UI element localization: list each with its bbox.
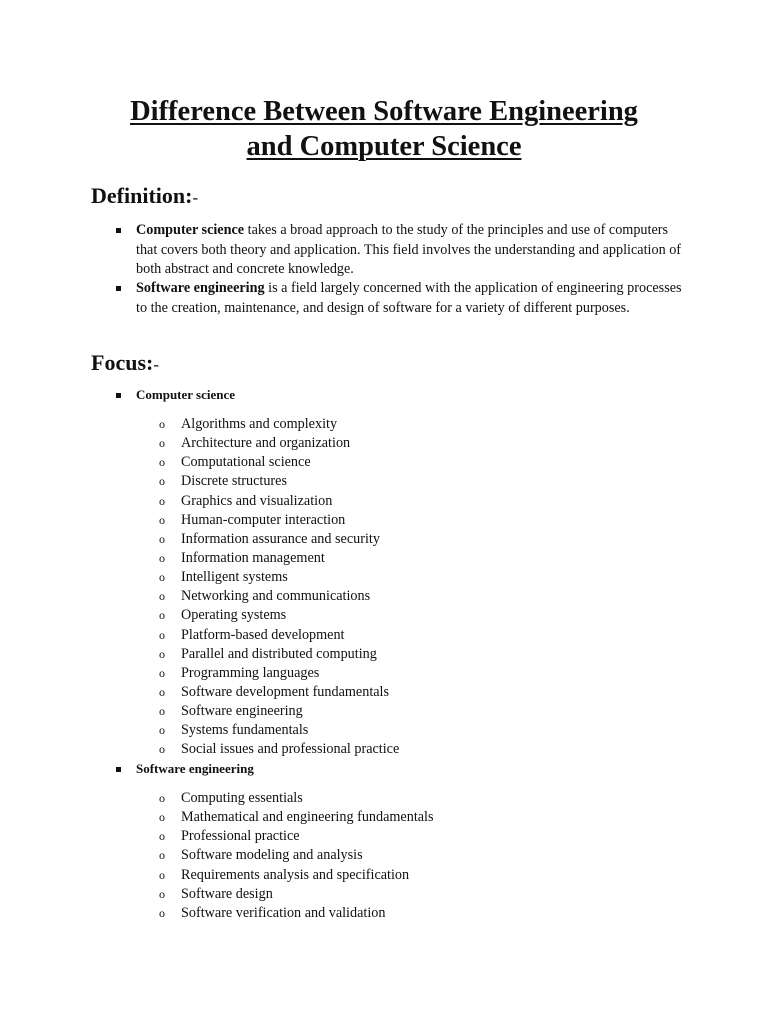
list-item [159,472,399,491]
list-item-text: Algorithms and complexity [181,416,338,432]
focus-heading [91,350,159,378]
circle-bullet-icon: o [159,570,165,585]
definition-term: Computer science [136,222,245,238]
list-item-text: Architecture and organization [181,435,351,452]
list-item-text: Software verification and validation [181,904,386,921]
title-line-2: and Computer Science [246,131,522,162]
list-item-text: Software modeling and analysis [181,847,363,864]
list-item-text: Programming languages [181,664,320,681]
list-item [159,606,399,625]
list-item-text: Information assurance and security [181,530,380,547]
list-item [159,645,399,664]
list-item-text: Platform-based development [181,626,345,643]
definition-text: takes a broad approach to the study of the principles and use of computers that covers both theory and application. This field involves the understanding and application of both abstract and concrete knowledge. [136,222,682,277]
list-item-text: Parallel and distributed computing [181,645,377,662]
list-item-text: Computing essentials [181,790,303,806]
list-item [159,866,434,885]
circle-bullet-icon: o [159,665,165,680]
circle-bullet-icon: o [159,455,165,470]
list-item [159,827,434,846]
list-item-text: Software engineering [181,703,303,720]
list-item-text: Mathematical and engineering fundamentals [181,809,434,826]
circle-bullet-icon: o [159,436,165,451]
list-item-text: Discrete structures [181,473,287,490]
list-item [159,492,399,511]
circle-bullet-icon: o [159,704,165,719]
list-item [159,721,399,740]
list-item [159,740,399,759]
focus-heading-text: Focus: [91,350,154,375]
focus-group-label-computer-science: Computer science [136,387,236,402]
circle-bullet-icon: o [159,886,165,901]
circle-bullet-icon: o [159,742,165,757]
list-item [159,549,399,568]
list-item [159,808,434,827]
list-item-text: Human-computer interaction [181,511,346,528]
definition-heading-text: Definition: [91,183,193,208]
definition-text: is a field largely concerned with the application of engineering processes to the creation, maintenance, and design of software for a variety of different purposes. [136,280,682,316]
focus-heading-dash: - [153,355,159,374]
list-item [159,846,434,865]
square-bullet-icon [116,286,121,291]
list-item [159,789,434,808]
circle-bullet-icon: o [159,589,165,604]
list-item-text: Systems fundamentals [181,722,309,739]
list-item [159,702,399,721]
circle-bullet-icon: o [159,493,165,508]
list-item-text: Networking and communications [181,588,371,605]
list-item [159,511,399,530]
square-bullet-icon [116,228,121,233]
circle-bullet-icon: o [159,417,165,431]
list-item [159,664,399,683]
list-item [159,415,399,434]
list-item-text: Requirements analysis and specification [181,866,410,883]
list-item [159,587,399,606]
list-item-text: Professional practice [181,828,300,845]
focus-group-label-software-engineering: Software engineering [136,761,254,776]
circle-bullet-icon: o [159,512,165,527]
list-item [159,683,399,702]
definition-heading [91,183,198,211]
square-bullet-icon [116,393,121,398]
list-item [159,568,399,587]
circle-bullet-icon: o [159,867,165,882]
circle-bullet-icon: o [159,848,165,863]
list-item [159,530,399,549]
list-item [159,626,399,645]
list-item-text: Information management [181,549,325,566]
circle-bullet-icon: o [159,723,165,738]
circle-bullet-icon: o [159,550,165,565]
list-item [159,453,399,472]
circle-bullet-icon: o [159,905,165,920]
title-line-1: Difference Between Software Engineering [130,96,638,127]
circle-bullet-icon: o [159,684,165,699]
circle-bullet-icon: o [159,608,165,623]
list-item [159,904,434,923]
definition-heading-dash: - [192,188,199,207]
computer-science-topic-list [159,415,399,760]
circle-bullet-icon: o [159,791,165,805]
definition-item-software-engineering [136,279,684,318]
circle-bullet-icon: o [159,627,165,642]
circle-bullet-icon: o [159,829,165,844]
circle-bullet-icon: o [159,646,165,661]
list-item-text: Computational science [181,454,311,471]
list-item-text: Graphics and visualization [181,492,333,509]
definition-item-computer-science [136,221,684,280]
square-bullet-icon [116,767,121,772]
software-engineering-topic-list [159,789,434,923]
list-item-text: Intelligent systems [181,569,288,586]
definition-term: Software engineering [136,280,265,296]
list-item [159,885,434,904]
list-item [159,434,399,453]
circle-bullet-icon: o [159,474,165,489]
list-item-text: Software design [181,885,273,902]
document-title [0,94,768,164]
list-item-text: Software development fundamentals [181,683,390,700]
list-item-text: Operating systems [181,607,287,624]
list-item-text: Social issues and professional practice [181,741,400,758]
circle-bullet-icon: o [159,531,165,546]
circle-bullet-icon: o [159,810,165,825]
